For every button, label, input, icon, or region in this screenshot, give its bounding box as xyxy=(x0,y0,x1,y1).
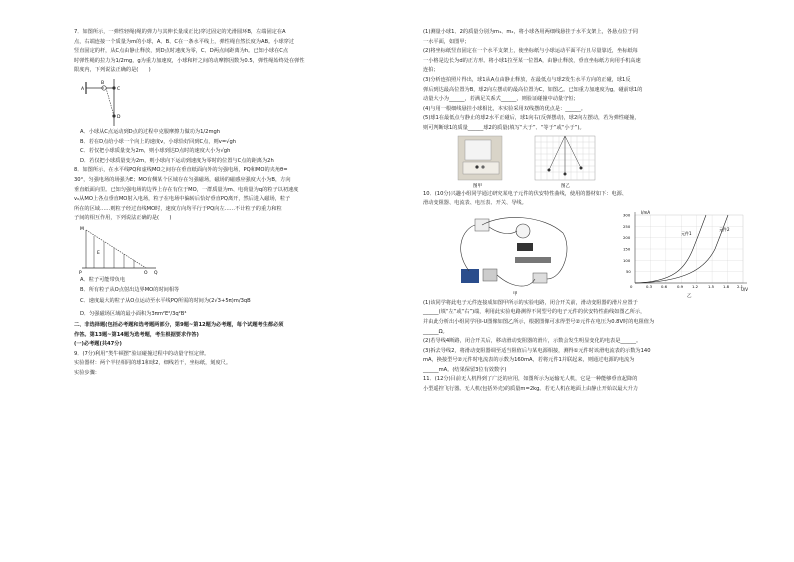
q11-line: 11．(12分)目前无人机得到了广泛的应用，如图所示为运输无人机，它是一种能够垂直起降的 xyxy=(423,376,638,383)
q11-line: 小型遥控飞行器。无人机(包括外壳)的质量m=2kg。若无人机在地面上由静止开始以最大升力 xyxy=(423,386,638,393)
q8-line: 所在的区域……则粒子经过直线MO时，速度方向均平行于PQ向左……不计粒子的重力和粒 xyxy=(74,205,282,212)
q8-option: B．所有粒子从O点射出边界MO的时间相等 xyxy=(80,286,180,293)
label-d: D xyxy=(117,114,121,120)
q10-figure-row xyxy=(423,209,763,299)
label-p: P xyxy=(79,270,82,276)
x-tick: 1.5 xyxy=(708,283,715,289)
y-tick: 200 xyxy=(623,234,631,240)
q9-line: (1)测量小球1、2的质量分别为m₁、m₂，将小球各用两细线悬挂于水平支架上，各悬点位于同 xyxy=(423,29,638,35)
q10-line: mA，换接型号②元件时电流表的示数为160mA，若将元件1并联起来，则通过电源的电流为 xyxy=(423,357,635,364)
curve-label-2: 元件2 xyxy=(719,226,730,232)
q10-line: ______(填“左”或“右”)端，利用此实验电路测得不同型号的电子元件的伏安特性曲线如图乙所示， xyxy=(423,309,646,316)
question-7 xyxy=(74,28,374,166)
fig-caption-a: 图甲 xyxy=(473,183,482,189)
q7-option: B．若在D点给小球一个向上的速度v，小球恰好回到C点，则v=√gh xyxy=(80,138,237,145)
q8-option: D．匀强磁场区域的最小面积为3πm²E²/3q²B⁴ xyxy=(80,311,187,318)
q10-line: ______Ω。 xyxy=(423,328,448,335)
right-column xyxy=(423,28,763,395)
q9-line: 则可判断球1的质量______球2的质量(填写“大于”、“等于”或“小于”)。 xyxy=(423,124,585,131)
q8-line: v₀从MO上各点垂直MO射入电场，粒子在电场中偏转后恰好垂直PQ离开，然后进入磁场，粒子 xyxy=(74,196,291,203)
question-10 xyxy=(423,190,763,395)
x-tick: 0.3 xyxy=(646,283,653,289)
q10-line: 并由此分析出小组同学用I-U图像如图乙所示，根据图像可求得型号②元件在电压为0.8V时的电阻值为 xyxy=(423,318,655,325)
q10-line: ______mA。(结果保留3位有效数字) xyxy=(423,366,507,373)
q8-line: 8．如图所示，在水平线PQ和虚线MO之间存在垂直纸面向外的匀强电场，PQ和MO的夹角θ= xyxy=(74,167,288,174)
label-e: E xyxy=(97,250,100,256)
q9-line: 一小格是边长为d的正方形。将小球1拉至某一位置A，由静止释放，垂直坐标纸方向用手机高速 xyxy=(423,57,641,64)
q10-line: (1)该同学将此电子元件连接成如图甲所示的实验电路，闭合开关前，滑动变阻器的滑片应置于 xyxy=(423,299,638,306)
question-9 xyxy=(74,350,374,379)
circuit-diagram xyxy=(461,217,567,297)
q9-line: 连拍； xyxy=(423,67,439,74)
y-tick: 300 xyxy=(623,212,631,218)
q9-line: 动量大小为______，若满足关系式______，则验证碰撞中动量守恒； xyxy=(423,96,579,103)
x-tick: 0.9 xyxy=(677,283,684,289)
q9-line: (5)球1在最低点与静止的球2水平正碰后，球1向右(反弹摆动)，球2向左摆动，若为弹性碰撞， xyxy=(423,115,640,122)
section-title: 二、非选择题(包括必考题和选考题两部分，第9题~第12题为必考题，每个试题考生都必须 xyxy=(74,322,284,329)
x-tick: 2.1 xyxy=(737,283,744,289)
x-axis-unit: U/V xyxy=(741,286,749,292)
y-tick: 100 xyxy=(623,257,631,263)
q8-line: 30°，匀强电场的场强为E；MO有侧某个区域存在匀强磁场，磁场的磁感应强度大小为B，方向 xyxy=(74,176,291,183)
q9-line: 实验步骤： xyxy=(74,370,100,377)
q9-line: 实验器材：两个半径相同的球1和球2，细线若干，坐标纸，刻度尺。 xyxy=(74,360,232,367)
q8-line: 垂直纸面向里。已知匀强电场的边界上存在有位于MO，一群质量为m、电荷量为q的粒子以初速度 xyxy=(74,186,299,193)
q9-line: 弹后到达最高位置为B，球2向左摆动的最高位置为C，如图乙。已知重力加速度为g，碰前球1的 xyxy=(423,86,643,93)
question-8 xyxy=(74,166,374,321)
q7-line: 点，右端连接一个质量为m的小球，A、B、C在一条水平线上，弹性绳自然长度为AB。小球穿过 xyxy=(74,38,295,45)
q7-line: 限度内，下列说法正确的是( ) xyxy=(74,67,151,74)
curve-label-1: 元件1 xyxy=(681,230,692,236)
q8-option: C．速度最大的粒子从O点运动至水平线PQ所需的时间为(2√3+5π)m/3qB xyxy=(80,298,251,305)
q7-diagram xyxy=(74,76,134,128)
iv-graph xyxy=(623,210,748,299)
q9-line: 一水平面，如图甲； xyxy=(423,38,470,45)
section-title-cont: 作答。第13题~第14题为选考题，考生根据要求作答) xyxy=(74,331,199,338)
q8-figure xyxy=(74,224,374,276)
left-column xyxy=(74,28,374,379)
label-q: Q xyxy=(154,270,158,276)
label-b: B xyxy=(101,80,105,86)
photo-apparatus xyxy=(458,136,502,189)
q9-figure-row xyxy=(423,134,763,190)
q9-line: 9．(7分)利用“类牛顿摆”验证碰撞过程中的动量守恒定律。 xyxy=(74,350,210,357)
q9-line: (4)与用一根细线悬挂小球相比，本实验采用双线摆的优点是：______。 xyxy=(423,105,586,112)
x-tick: 1.2 xyxy=(692,283,699,289)
y-tick: 50 xyxy=(626,268,631,274)
q8-line: 子间的相互作用，下列说法正确的是( ) xyxy=(74,215,172,222)
label-c: C xyxy=(117,86,121,92)
q8-option: A．粒子可能带负电 xyxy=(80,276,126,283)
grid-chart xyxy=(535,136,595,189)
q7-option: D．若仅把小球质量变为2m，则小球向下运动到速度为零时的位置与C点的距离为2h xyxy=(80,157,274,164)
q7-option: A．小球从C点运动到D点的过程中克服摩擦力做功为1/2mgh xyxy=(80,128,221,135)
q7-figure xyxy=(74,76,374,128)
y-tick: 250 xyxy=(623,223,631,229)
q7-line: 竖直固定的杆，从C点由静止释放，到D点时速度为零，C、D两点间距离为h。已知小球在C点 xyxy=(74,48,289,55)
fig-caption-b: 图乙 xyxy=(561,183,570,189)
label-a: A xyxy=(81,86,85,92)
q10-line: (2)若导线4断路，闭合开关后，移动滑动变阻器的滑片，示数会发生明显变化的电表是______。 xyxy=(423,338,642,345)
section-subtitle: (一)必考题(共47分) xyxy=(74,341,122,348)
label-o: O xyxy=(144,270,148,276)
x-tick: 1.8 xyxy=(723,283,730,289)
y-tick: 150 xyxy=(623,246,631,252)
q10-line: (3)拆去导线2，将滑动变阻器调至适当阻值后与某电源相接，测得①元件时该滑电流表的示数为140 xyxy=(423,347,651,354)
fig-caption-b: 乙 xyxy=(687,293,692,299)
question-9-continued xyxy=(423,28,763,190)
y-axis-unit: I/mA xyxy=(641,209,651,215)
fig-caption-a: 甲 xyxy=(513,291,518,297)
y-tick: 0 xyxy=(630,283,633,289)
right-page xyxy=(397,0,794,562)
q7-line: 7．如图所示，一弹性轻绳(绳的弹力与其伸长量成正比)穿过固定的光滑圆环B，左端固定在A xyxy=(74,29,286,35)
q8-diagram xyxy=(74,224,164,276)
label-m: M xyxy=(80,226,84,232)
q9-line: (2)将坐标纸竖直固定在一个水平支架上，使坐标纸与小球运动平面平行且尽量靠近，坐标纸每 xyxy=(423,48,638,55)
q7-line: 时弹性绳的拉力为1/2mg，g为重力加速度，小球和杆之间的动摩擦因数为0.5，弹性绳始终处在弹性 xyxy=(74,57,305,64)
x-tick: 0.6 xyxy=(661,283,668,289)
q9-figures xyxy=(423,134,763,190)
q10-line: 10．(10分)兴趣小组同学通过研究某电子元件的伏安特性曲线，使用的器材如下：电源、 xyxy=(423,190,627,197)
q7-option: C．若仅把小球质量变为2m，则小球到达D点时的速度大小为√gh xyxy=(80,148,231,155)
q10-line: 滑动变阻器、电流表、电压表、开关、导线。 xyxy=(423,200,527,207)
q10-figures xyxy=(423,209,763,299)
q9-line: (3)分析连拍照片得出，球1从A点由静止释放，在最低点与球2发生水平方向的正碰，球1反 xyxy=(423,76,631,83)
section-2 xyxy=(74,321,374,350)
